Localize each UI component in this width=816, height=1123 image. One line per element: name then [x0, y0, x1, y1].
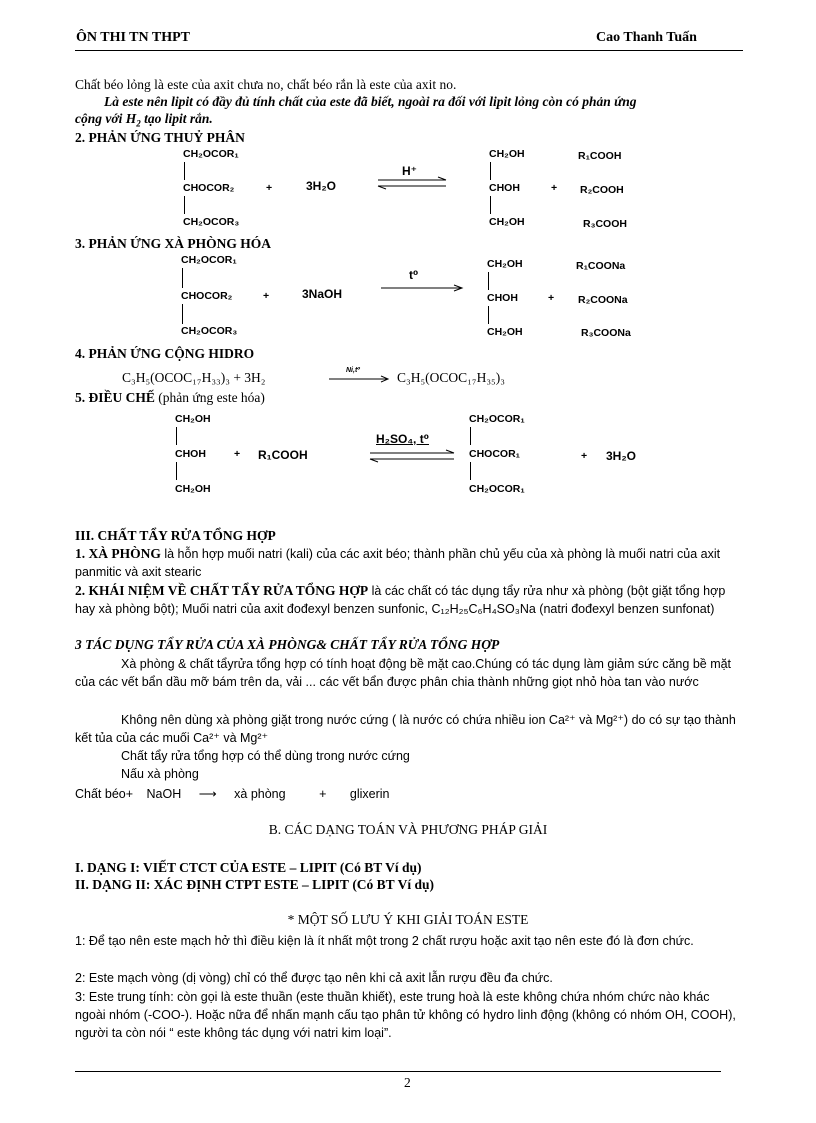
- s2-product-3: CH₂OH: [489, 216, 525, 228]
- partB-d2-row: II. DẠNG II: XÁC ĐỊNH CTPT ESTE – LIPIT (Có BT Ví dụ): [75, 877, 434, 892]
- s2-reactant-2: CHOCOR₂: [183, 182, 235, 194]
- s5-reactant-1: CH₂OH: [175, 413, 211, 425]
- s5-pbond-1: [470, 427, 471, 445]
- s2-reactant-1: CH₂OCOR₁: [183, 148, 239, 160]
- s3-reactant-2: CHOCOR₂: [181, 290, 233, 302]
- s3-product-3: CH₂OH: [487, 326, 523, 338]
- s4-catalyst: Ni,t⁰: [346, 367, 361, 374]
- partB-title: B. CÁC DẠNG TOÁN VÀ PHƯƠNG PHÁP GIẢI: [268, 822, 548, 837]
- s3-pbond-2: [488, 306, 489, 324]
- s2-equilibrium-arrow: [376, 176, 448, 190]
- section-5-heading: [75, 390, 265, 406]
- s2-product-2: CHOH: [489, 182, 520, 194]
- s3-pbond-1: [488, 272, 489, 290]
- part3-p3-title: 3 TÁC DỤNG TẨY RỬA CỦA XÀ PHÒNG& CHẤT TẨY RỬA TỔNG HỢP: [75, 637, 500, 652]
- section-5-subtitle: (phản ứng este hóa): [158, 390, 265, 405]
- s2-pbond-1: [490, 162, 491, 180]
- s3-product-1: CH₂OH: [487, 258, 523, 270]
- s3-catalyst: t⁰: [409, 268, 419, 282]
- intro-line-1: Chất béo lỏng là este của axit chưa no, chất béo rắn là este của axit no.: [75, 77, 457, 92]
- s3-salt-2: R₂COONa: [578, 294, 628, 306]
- partB-d1-row: I. DẠNG I: VIẾT CTCT CỦA ESTE – LIPIT (Có BT Ví dụ): [75, 860, 422, 875]
- s2-pbond-2: [490, 196, 491, 214]
- soap-equation: Chất béo+ NaOH ⟶ xà phòng + glixerin: [75, 787, 390, 801]
- s5-bond-2: [176, 462, 177, 480]
- part3-p3-line3: Chất tẩy rửa tổng hợp có thể dùng trong nước cứng: [121, 749, 410, 763]
- s5-reactant-3: CH₂OH: [175, 483, 211, 495]
- header-left: ÔN THI TN THPT: [76, 30, 190, 45]
- header-right: Cao Thanh Tuấn: [596, 30, 697, 45]
- s2-acid-3: R₃COOH: [583, 218, 627, 230]
- part3-p2: 2. KHÁI NIỆM VỀ CHẤT TẨY RỬA TỔNG HỢP là các chất có tác dụng tẩy rửa như xà phòng (bột giặt tổng hợp hay xà phòng bột); Muối natri của axit đođexyl benzen sunfonic, C₁₂H₂₅C₆H₄SO₃Na (natri đođexyl benzen sunfonat): [75, 583, 726, 616]
- part3-title: III. CHẤT TẨY RỬA TỔNG HỢP: [75, 528, 276, 543]
- s2-catalyst: H⁺: [402, 164, 417, 178]
- s3-reagent: 3NaOH: [302, 287, 343, 301]
- s5-plus: +: [234, 448, 241, 460]
- page-number: 2: [404, 1075, 411, 1090]
- s2-acid-1: R₁COOH: [578, 150, 622, 162]
- notes-title: * MỘT SỐ LƯU Ý KHI GIẢI TOÁN ESTE: [287, 912, 529, 927]
- note-3: 3: Este trung tính: còn gọi là este thuần (este thuần khiết), este trung hoà là este không chứa nhóm chức nào khác ngoài nhóm (-COO-). Hoặc nữa để nhấn mạnh cấu tạo phân tử không có hydro linh động (không có nhóm OH, COOH), người ta còn nói “ este không tác dụng với natri kim loại”.: [75, 990, 736, 1040]
- s3-reactant-3: CH₂OCOR₃: [181, 325, 238, 337]
- s5-reactant-2: CHOH: [175, 448, 206, 460]
- intro-line-3: cộng với $H_2$ tạo lipit rắn.: [75, 111, 213, 129]
- s5-pbond-2: [470, 462, 471, 480]
- s4-reactants: C₃H₅(OCOC₁₇H₃₃)₃ + 3H₂: [122, 370, 266, 385]
- s5-reagent: R₁COOH: [258, 448, 308, 462]
- part3-p3-line2: Không nên dùng xà phòng giặt trong nước cứng ( là nước có chứa nhiều ion Ca²⁺ và Mg²⁺) do có sự tạo thành kết tủa của các muối Ca²⁺ và Mg²⁺: [75, 713, 736, 745]
- s2-bond-1: [184, 162, 185, 180]
- s5-product-2: CHOCOR₁: [469, 448, 521, 460]
- section-2-title: 2. PHẢN ỨNG THUỶ PHÂN: [75, 130, 245, 145]
- part3-p3-line1: Xà phòng & chất tẩyrửa tổng hợp có tính hoạt động bề mặt cao.Chúng có tác dụng làm giảm sức căng bề mặt của các vết bẩn dầu mỡ bám trên da, vải ... các vết bẩn được phân chia thành những giọt nhỏ hòa tan vào nước: [75, 657, 732, 689]
- s2-acid-2: R₂COOH: [580, 184, 624, 196]
- s2-plus: +: [266, 182, 273, 194]
- s3-salt-3: R₃COONa: [581, 327, 631, 339]
- s3-arrow: [380, 284, 464, 292]
- s5-bond-1: [176, 427, 177, 445]
- s3-product-2: CHOH: [487, 292, 518, 304]
- s2-plus-2: +: [551, 182, 558, 194]
- s5-catalyst: H₂SO₄, t⁰: [376, 432, 429, 446]
- s2-reagent: 3H₂O: [306, 179, 337, 193]
- s2-product-1: CH₂OH: [489, 148, 525, 160]
- s5-water: 3H₂O: [606, 449, 637, 463]
- s2-reactant-3: CH₂OCOR₃: [183, 216, 240, 228]
- s4-arrow: [328, 375, 390, 383]
- section-5-title: 5. ĐIỀU CHẾ: [75, 390, 155, 405]
- s3-bond-2: [182, 304, 183, 324]
- part3-p3-line4: Nấu xà phòng: [121, 767, 199, 781]
- s5-product-3: CH₂OCOR₁: [469, 483, 525, 495]
- s5-product-1: CH₂OCOR₁: [469, 413, 525, 425]
- note-2: 2: Este mạch vòng (dị vòng) chỉ có thể được tạo nên khi cả axit lẫn rượu đều đa chức.: [75, 971, 553, 985]
- section-4-title: 4. PHẢN ỨNG CỘNG HIDRO: [75, 346, 255, 361]
- header-rule: [75, 50, 743, 51]
- s3-bond-1: [182, 268, 183, 288]
- s3-reactant-1: CH₂OCOR₁: [181, 254, 237, 266]
- part3-p1: 1. XÀ PHÒNG là hỗn hợp muối natri (kali) của các axit béo; thành phần chủ yếu của xà phòng là muối natri của axit panmitic và axit stearic: [75, 546, 721, 579]
- footer-rule: [75, 1071, 721, 1072]
- s3-plus-2: +: [548, 292, 555, 304]
- section-3-title: 3. PHẢN ỨNG XÀ PHÒNG HÓA: [75, 236, 271, 251]
- s5-equilibrium-arrow: [368, 449, 456, 463]
- intro-line-2: Là este nên lipit có đầy đủ tính chất của este đã biết, ngoài ra đối với lipit lỏng còn có phản ứng: [104, 94, 637, 109]
- s4-product: C₃H₅(OCOC₁₇H₃₅)₃: [397, 370, 505, 385]
- s2-bond-2: [184, 196, 185, 214]
- note-1: 1: Để tạo nên este mạch hở thì điều kiện là ít nhất một trong 2 chất rượu hoặc axit tạo nên este đó là đơn chức.: [75, 934, 694, 948]
- s3-salt-1: R₁COONa: [576, 260, 626, 272]
- s5-plus-2: +: [581, 450, 588, 462]
- s3-plus: +: [263, 290, 270, 302]
